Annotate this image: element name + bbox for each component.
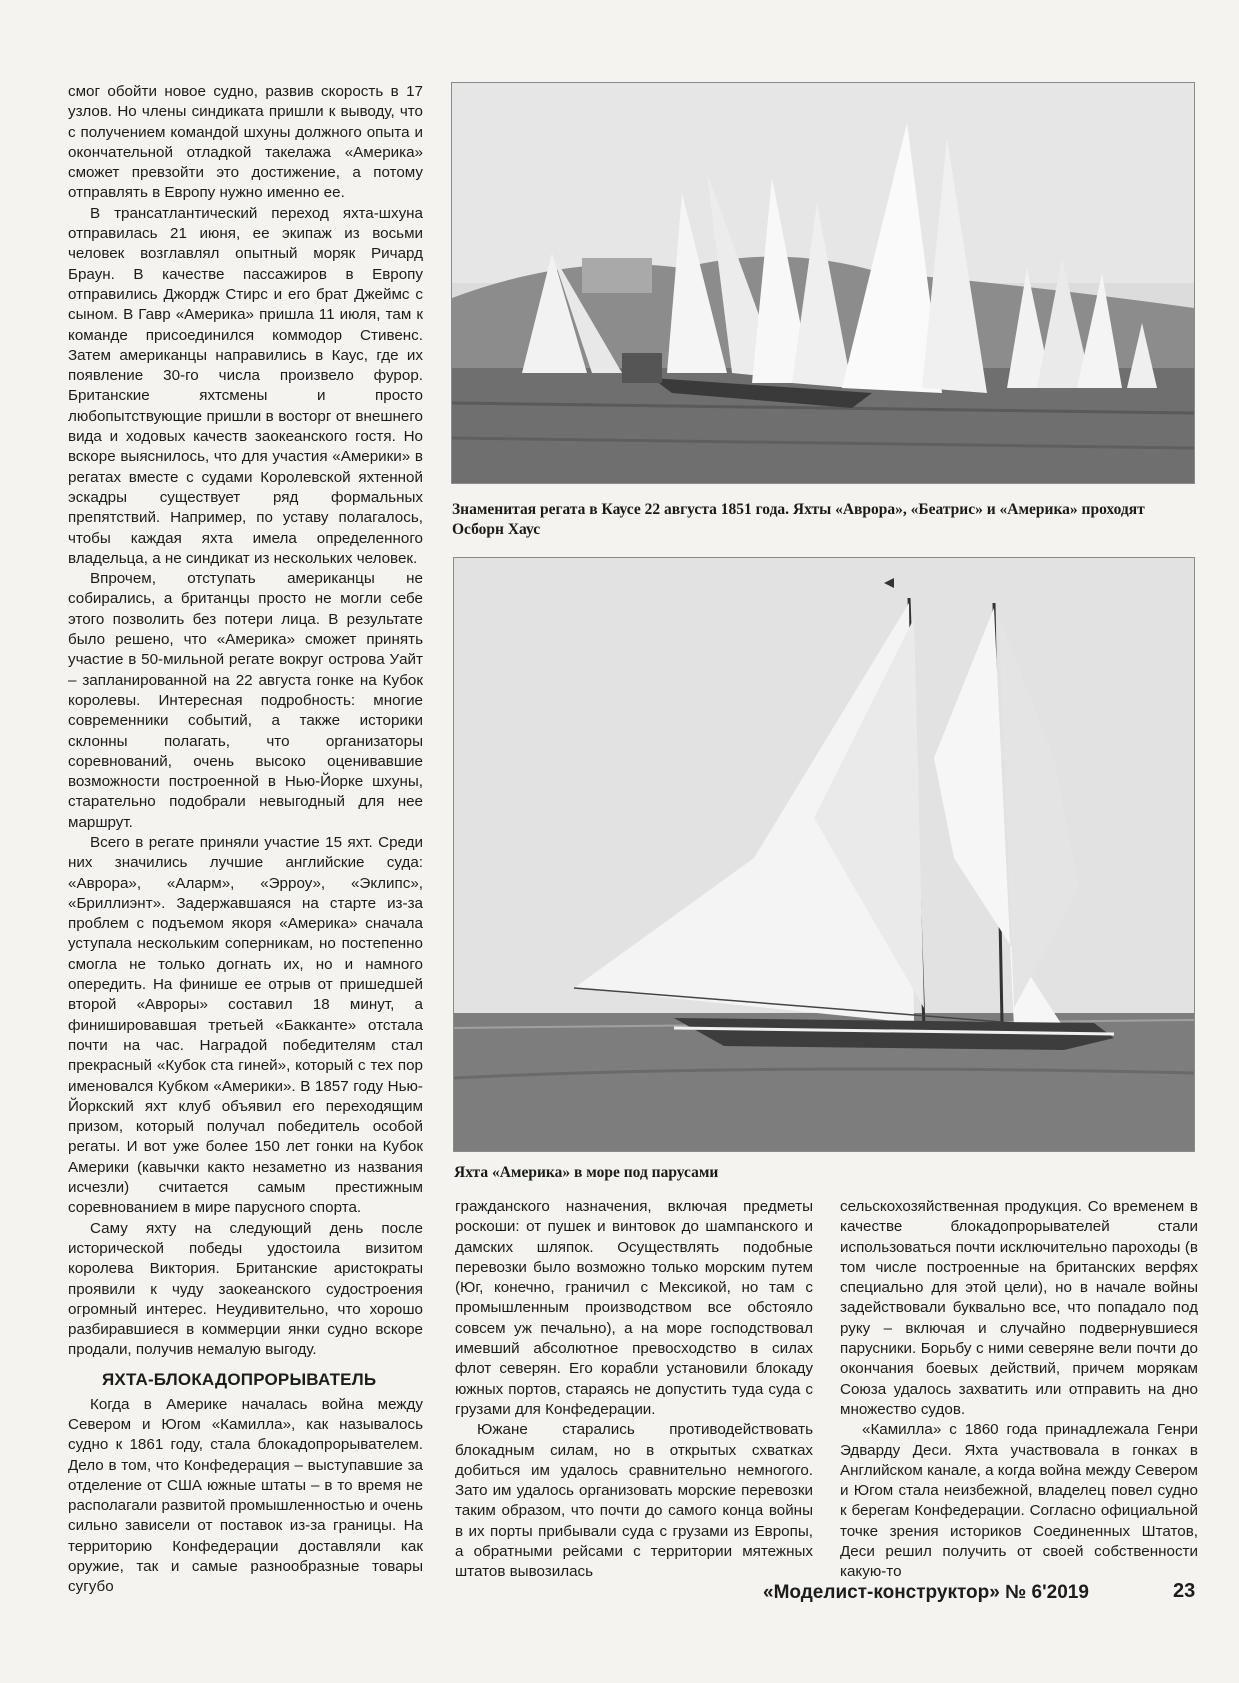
- regatta-photo: [451, 82, 1195, 484]
- paragraph: гражданского назначения, включая предметы роскоши: от пушек и винтовок до шампанского и дамских шляпок. Осуществлять подобные перевозки было возможно только морским путем (Юг, конечно, граничил с Мексикой, но там с промышленным производством все обстояло совсем уж печально), а на море господствовал имевший абсолютное превосходство в силах флот северян. Его корабли установили блокаду южных портов, стараясь не допустить туда суда с грузами для Конфедерации.: [455, 1198, 813, 1418]
- paragraph: «Камилла» с 1860 года принадлежала Генри Эдварду Деси. Яхта участвовала в гонках в Английском канале, а когда война между Севером и Югом стала неизбежной, владелец повел судно к берегам Конфедерации. Согласно официальной точке зрения историков Соединенных Штатов, Деси решил получить от своей собственности какую-то: [840, 1421, 1198, 1581]
- magazine-footer: «Моделист-конструктор» № 6'2019: [763, 1582, 1089, 1603]
- america-photo-caption: Яхта «Америка» в море под парусами: [454, 1164, 719, 1181]
- regatta-photo-caption: Знаменитая регата в Каусе 22 августа 1851 года. Яхты «Аврора», «Беатрис» и «Америка» проходят Осборн Хаус: [452, 501, 1145, 538]
- paragraph: В трансатлантический переход яхта-шхуна отправилась 21 июня, ее экипаж из восьми человек возглавлял опытный моряк Ричард Браун. В качестве пассажиров в Европу отправились Джордж Стирс и его брат Джеймс с сыном. В Гавр «Америка» пришла 11 июля, там к команде присоединился коммодор Стивенс. Затем американцы направились в Каус, где их появление 30-го числа произвело фурор. Британские яхтсмены и просто любопытствующие пришли в восторг от внешнего вида и ходовых качеств заокеанского гостя. Но вскоре выяснилось, что для участия «Америки» в регатах вместе с судами Королевской яхтенной эскадры существует ряд формальных препятствий. Например, по уставу полагалось, чтобы каждая яхта имела определенного владельца, а не синдикат из нескольких человек.: [68, 204, 423, 567]
- paragraph: Южане старались противодействовать блокадным силам, но в открытых схватках добиться им удалось сравнительно немногого. Зато им удалось организовать морские перевозки таким образом, что почти до самого конца войны в их порты прибывали суда с грузами из Европы, а обратными рейсами с территории мятежных штатов вывозилась: [455, 1421, 813, 1581]
- regatta-photo-illustration: [452, 83, 1194, 483]
- america-yacht-illustration: [454, 558, 1194, 1151]
- section-heading: ЯХТА-БЛОКАДОПРОРЫВАТЕЛЬ: [102, 1369, 377, 1389]
- paragraph: Когда в Америке началась война между Севером и Югом «Камилла», как называлось судно к 1861 году, стала блокадопрорывателем. Дело в том, что Конфедерация – выступавшие за отделение от США южные штаты – в то время не располагали развитой промышленностью и очень сильно зависели от поставок из-за границы. На территорию Конфедерации доставляли как оружие, так и самые разнообразные товары сугубо: [68, 1395, 423, 1596]
- middle-text-column: [455, 1197, 813, 1583]
- right-text-column: [840, 1197, 1198, 1583]
- paragraph: Саму яхту на следующий день после исторической победы удостоила визитом королева Виктория. Британские аристократы проявили к чуду заокеанского судостроения огромный интерес. Неудивительно, что хорошо разбиравшиеся в коммерции янки судно вскоре продали, получив немалую выгоду.: [68, 1219, 423, 1359]
- paragraph: сельскохозяйственная продукция. Со временем в качестве блокадопрорывателей стали использоваться почти исключительно пароходы (в том числе построенные на британских верфях специально для этой цели), но в начале войны задействовали буквально все, что попадало под руку – включая и случайно подвернувшиеся парусники. Борьбу с ними северяне вели почти до окончания боевых действий, причем морякам Союза удалось захватить или отправить на дно множество судов.: [840, 1198, 1198, 1418]
- paragraph: Впрочем, отступать американцы не собирались, а британцы просто не могли себе этого позволить без потери лица. В результате было решено, что «Америка» сможет принять участие в 50-мильной регате вокруг острова Уайт – запланированной на 22 августа гонке на Кубок королевы. Интересная подробность: многие современники событий, а также историки склонны полагать, что организаторы соревнований, очень высоко оценивавшие возможности построенной в Нью-Йорке шхуны, старательно подобрали невыгодный для нее маршрут.: [68, 570, 423, 831]
- paragraph: Всего в регате приняли участие 15 яхт. Среди них значились лучшие английские суда: «Аврора», «Аларм», «Эрроу», «Эклипс», «Бриллиэнт». Задержавшаяся на старте из-за проблем с подъемом якоря «Америка» сначала уступала нескольким соперникам, но постепенно смогла не только догнать их, но и намного опередить. На финише ее отрыв от пришедшей второй «Авроры» составил 18 минут, а финишировавшая третьей «Бакканте» отстала почти на час. Наградой победителям стал прекрасный «Кубок ста гиней», который с тех пор именовался Кубком «Америки». В 1857 году Нью-Йоркский яхт клуб объявил его переходящим призом, который получал победитель особой регаты. И вот уже более 150 лет гонки на Кубок Америки (кавычки както незаметно из названия исчезли) считается самым престижным соревнованием в мире парусного спорта.: [68, 833, 423, 1217]
- america-yacht-photo: [453, 557, 1195, 1152]
- paragraph: смог обойти новое судно, развив скорость в 17 узлов. Но члены синдиката пришли к выводу, что с получением командой шхуны должного опыта и окончательной отладкой такелажа «Америка» сможет превзойти это достижение, а потому отправлять в Европу нужно именно ее.: [68, 83, 423, 202]
- left-text-column: [68, 82, 423, 1598]
- page-number: 23: [1173, 1580, 1196, 1602]
